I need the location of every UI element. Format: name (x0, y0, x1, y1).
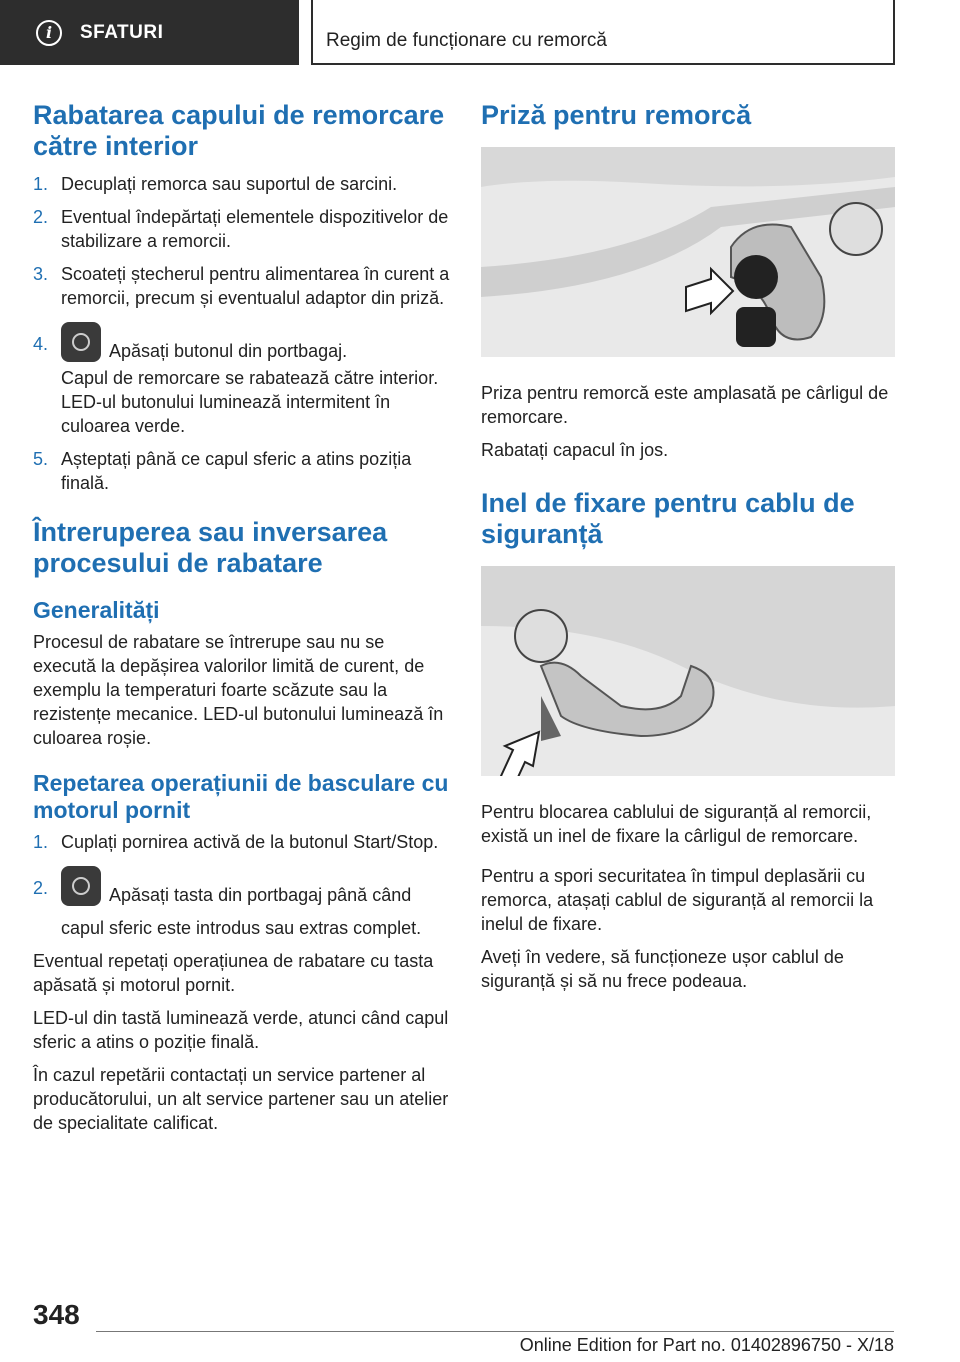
heading-fold-in: Rabatarea capului de remorcare către interior (33, 100, 445, 161)
safety-ring-illustration (481, 566, 895, 776)
paragraph: Priza pentru remorcă este amplasată pe cârligul de remorcare. (481, 383, 889, 427)
page-number: 348 (33, 1299, 80, 1330)
edition-text: Online Edition for Part no. 01402896750 - X/18 (519, 1335, 894, 1355)
step-number: 1. (33, 832, 49, 852)
step-text: Scoateți ștecherul pentru alimentarea în curent a remorcii, precum și eventualul adaptor din priză. (61, 264, 450, 308)
section-label: SFATURI (80, 21, 164, 43)
steps-repeat (33, 830, 451, 940)
step-text: Apăsați butonul din portbagaj. (109, 340, 348, 361)
step-number: 2. (33, 207, 49, 227)
step-text: Cuplați pornirea activă de la butonul Start/Stop. (61, 832, 439, 852)
step-text: Apăsați tasta din portbagaj până când capul sferic este introdus sau extras complet. (61, 884, 422, 938)
list-item (33, 447, 451, 495)
socket-illustration (481, 147, 895, 357)
step-number: 4. (33, 334, 49, 354)
info-icon: i (36, 20, 62, 46)
list-item (33, 205, 451, 253)
step-text: Așteptați până ce capul sferic a atins poziția finală. (61, 449, 412, 493)
list-item (33, 262, 451, 310)
heading-socket: Priză pentru remorcă (481, 100, 752, 130)
steps-fold-in (33, 172, 451, 495)
list-item (33, 332, 451, 438)
paragraph: Rabatați capacul în jos. (481, 440, 669, 460)
list-item (33, 172, 451, 196)
step-text: Decuplați remorca sau suportul de sarcini. (61, 174, 398, 194)
step-number: 2. (33, 878, 49, 898)
heading-safety-ring: Inel de fixare pentru cablu de siguranță (481, 488, 855, 549)
list-item (33, 830, 451, 854)
paragraph: LED-ul din tastă luminează verde, atunci când capul sferic a atins o poziție finală. (33, 1008, 449, 1052)
section-tab (0, 0, 299, 65)
paragraph: Pentru blocarea cablului de siguranță al remorcii, există un inel de fixare la cârligul de remorcare. (481, 802, 872, 846)
trailer-button-icon (61, 322, 101, 362)
paragraph: Aveți în vedere, să funcționeze ușor cablul de siguranță și să nu frece podeaua. (481, 947, 844, 991)
step-number: 1. (33, 174, 49, 194)
step-subtext: Capul de remorcare se rabatează către interior. LED-ul butonului luminează intermitent în culoarea verde. (61, 368, 439, 436)
paragraph-general: Procesul de rabatare se întrerupe sau nu se execută la depășirea valorilor limită de curent, de exemplu la temperaturi foarte scăzute sau la rezistențe mecanice. LED-ul butonului luminează în culoarea roșie. (33, 632, 444, 748)
paragraph: În cazul repetării contactați un service partener al producătorului, un alt service partener sau un atelier de specialitate calificat. (33, 1065, 449, 1133)
left-column (33, 100, 451, 1144)
step-text: Eventual îndepărtați elementele dispozitivelor de stabilizare a remorcii. (61, 207, 449, 251)
page-title: Regim de funcționare cu remorcă (326, 30, 607, 51)
step-number: 5. (33, 449, 49, 469)
paragraph: Pentru a spori securitatea în timpul deplasării cu remorca, atașați cablul de siguranță al remorcii la inelul de fixare. (481, 866, 874, 934)
footer-divider (96, 1331, 894, 1332)
paragraph: Eventual repetați operațiunea de rabatare cu tasta apăsată și motorul pornit. (33, 951, 434, 995)
heading-repeat: Repetarea operațiunii de basculare cu motorul pornit (33, 770, 449, 823)
list-item (33, 876, 451, 940)
heading-interrupt: Întreruperea sau inversarea procesului de rabatare (33, 517, 388, 578)
step-number: 3. (33, 264, 49, 284)
heading-general: Generalități (33, 597, 160, 623)
right-column (481, 100, 895, 1002)
trailer-button-icon (61, 866, 101, 906)
